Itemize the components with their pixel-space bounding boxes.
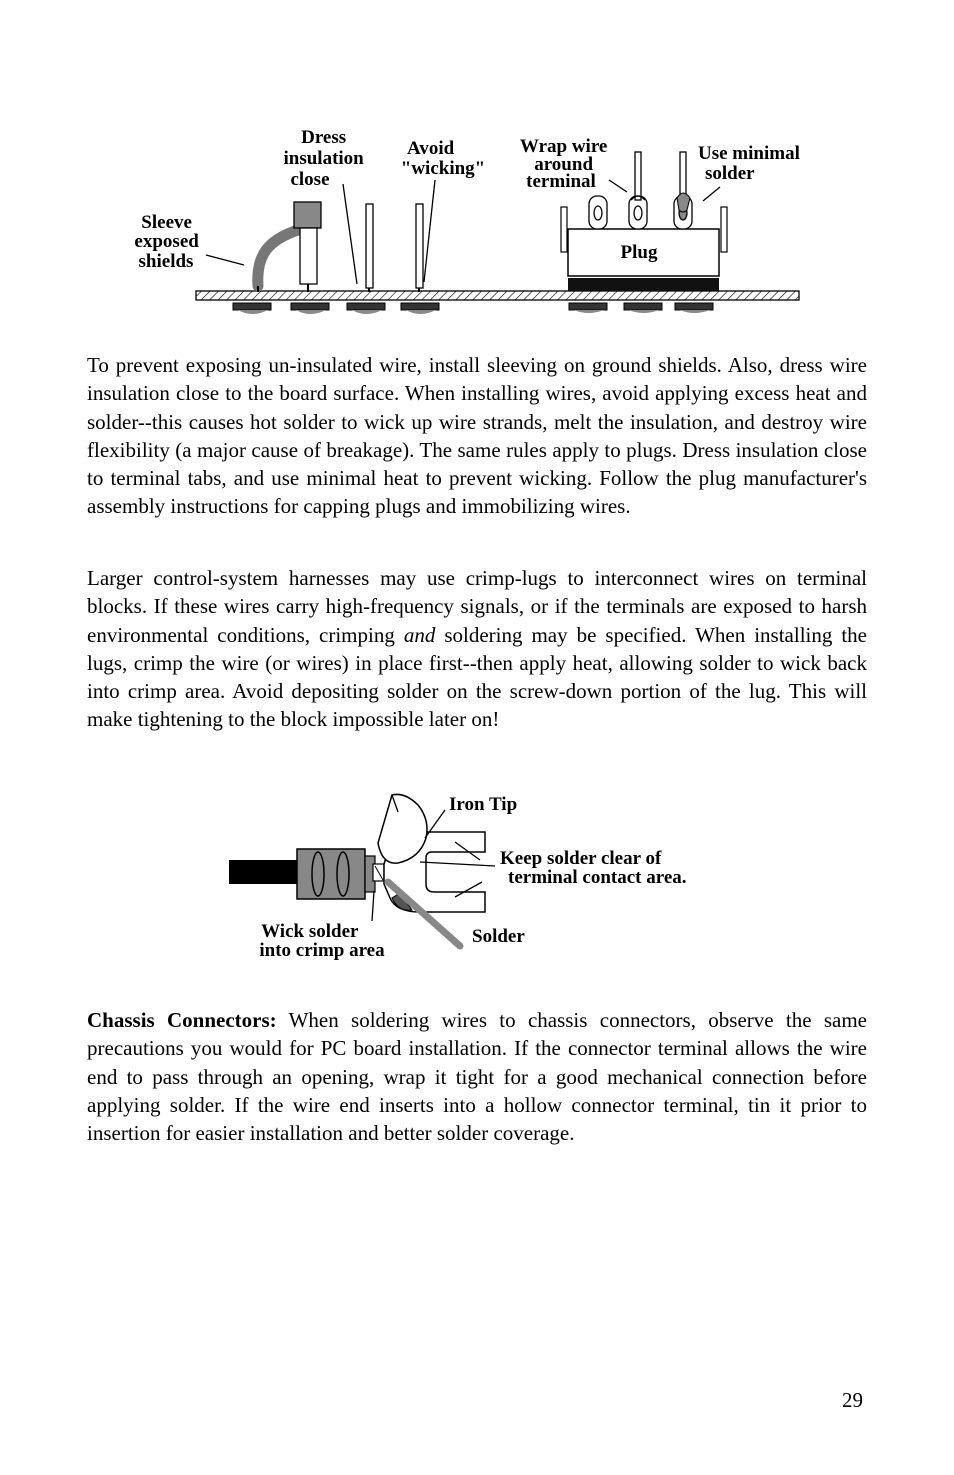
label-iron-tip: Iron Tip bbox=[449, 794, 518, 815]
plug-terminals bbox=[589, 196, 692, 229]
sleeved-shield bbox=[258, 230, 298, 286]
label-avoid-wicking: Avoid "wicking" bbox=[400, 138, 486, 179]
cable bbox=[229, 860, 299, 884]
crimp-barrel bbox=[297, 849, 365, 899]
label-sleeve: Sleeve exposed shields bbox=[134, 212, 199, 272]
wicking-wires bbox=[366, 204, 423, 288]
label-wick-solder: Wick solder into crimp area bbox=[259, 921, 385, 961]
emphasis-and: and bbox=[403, 622, 436, 647]
label-solder: Solder bbox=[472, 926, 525, 947]
paragraph-chassis-connectors: Chassis Connectors: When soldering wires to chassis connectors, observe the same precautions you would for PC board installation. If the connector terminal allows the wire end to pass through an opening, wrap it tight for a good mechanical connection before applying solder. If the wire end inserts into a hollow connector terminal, tin it prior to insertion for easier installation and better solder coverage. bbox=[87, 1008, 867, 1146]
pc-board bbox=[196, 291, 799, 300]
page-number: 29 bbox=[842, 1388, 863, 1412]
label-keep-solder-clear: Keep solder clear of terminal contact area. bbox=[500, 848, 687, 888]
board-pads bbox=[233, 303, 713, 310]
paragraph-sleeving: To prevent exposing un-insulated wire, install sleeving on ground shields. Also, dress wire insulation close to the board surface. When installing wires, avoid applying excess heat and solder--this causes hot solder to wick up wire strands, melt the insulation, and destroy wire flexibility (a major cause of breakage). The same rules apply to plugs. Dress insulation close to terminal tabs, and use minimal heat to prevent wicking. Follow the plug manufacturer's assembly instructions for capping plugs and immobilizing wires. bbox=[87, 353, 867, 519]
board-wiring-figure bbox=[0, 110, 954, 330]
crimp-lug-figure bbox=[0, 785, 954, 965]
label-wrap-wire: Wrap wire around terminal bbox=[519, 136, 608, 192]
paragraph-crimp-lugs: Larger control-system harnesses may use crimp-lugs to interconnect wires on terminal blocks. If these wires carry high-frequency signals, or if the terminals are exposed to harsh environmental conditions, crimping and soldering may be specified. When installing the lugs, crimp the wire (or wires) in place first--then apply heat, allowing solder to wick back into crimp area. Avoid depositing solder on the screw-down portion of the lug. This will make tightening to the block impossible later on! bbox=[87, 566, 868, 732]
chassis-heading: Chassis Connectors: bbox=[87, 1008, 277, 1032]
dressed-wire-insulation bbox=[294, 202, 321, 228]
label-use-minimal-solder: Use minimal solder bbox=[698, 143, 800, 184]
label-dress: Dress insulation close bbox=[283, 127, 364, 190]
label-plug: Plug bbox=[620, 242, 658, 263]
